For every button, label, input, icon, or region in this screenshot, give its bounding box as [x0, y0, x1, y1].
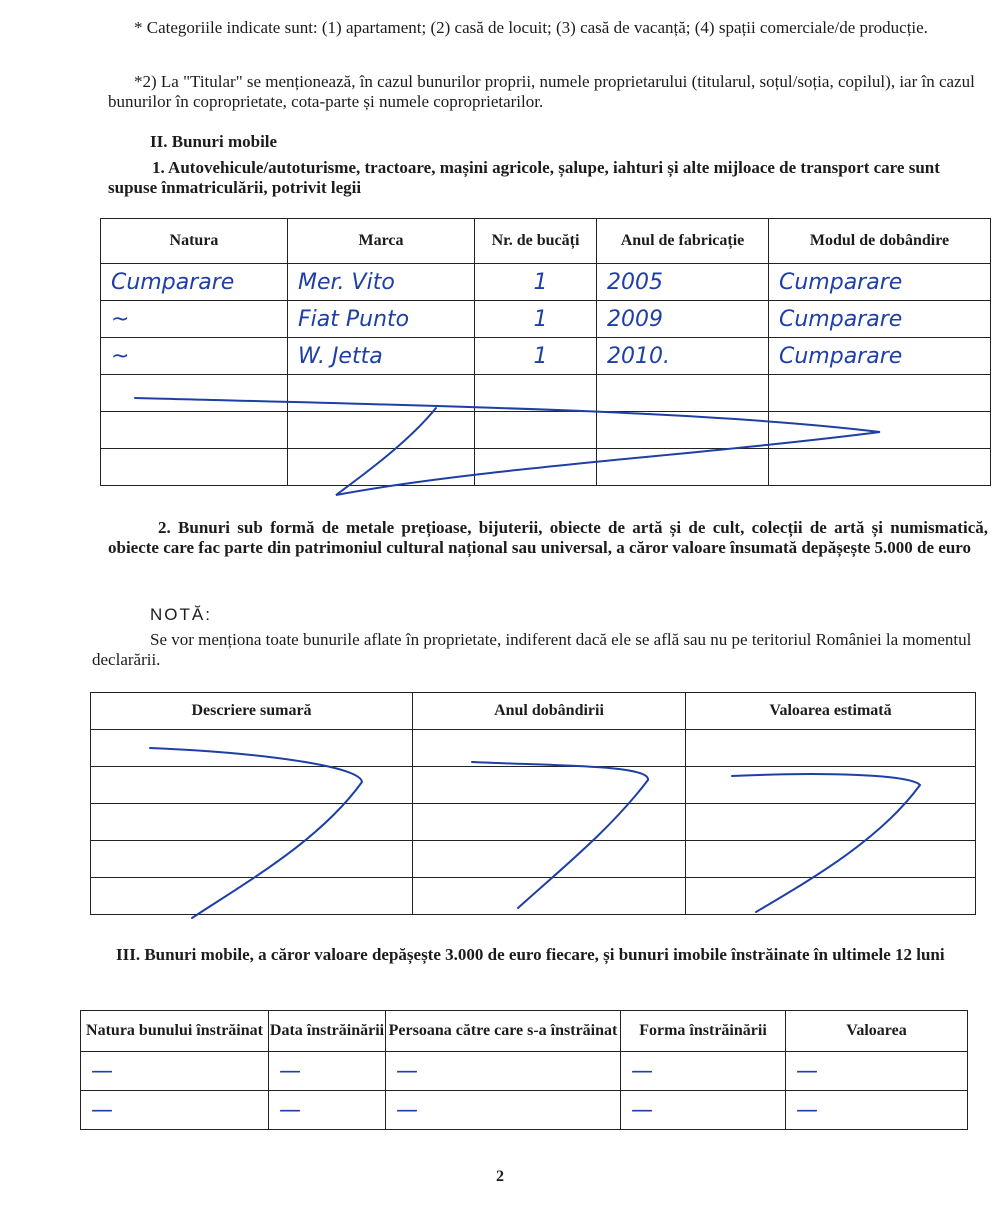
table-row [101, 264, 991, 301]
col-valoarea-estimata: Valoarea estimată [686, 693, 976, 730]
alienated-goods-table [80, 1010, 968, 1130]
cell-mod: Cumparare [769, 301, 991, 338]
col-valoarea: Valoarea [786, 1011, 968, 1052]
section-3-title: III. Bunuri mobile, a căror valoare depășește 3.000 de euro fiecare, și bunuri imobile înstrăinate în ultimele 12 luni [116, 945, 945, 964]
table-row [81, 1091, 968, 1130]
categories-footnote: * Categoriile indicate sunt: (1) apartament; (2) casă de locuit; (3) casă de vacanță; (4) spații comerciale/de producție. [134, 18, 928, 37]
cell: — [386, 1091, 621, 1130]
col-anul-dobandirii: Anul dobândirii [413, 693, 686, 730]
nota-text: Se vor menționa toate bunurile aflate în proprietate, indiferent dacă ele se află sau nu pe teritoriul României la momentul declarării. [92, 630, 972, 669]
cell-nr: 1 [475, 264, 597, 301]
col-natura: Natura [101, 219, 288, 264]
valuables-table [90, 692, 976, 915]
table-header-row [101, 219, 991, 264]
cell-marca: W. Jetta [288, 338, 475, 375]
titular-footnote: *2) La "Titular" se menționează, în cazul bunurilor proprii, numele proprietarului (titularul, soțul/soția, copilul), iar în cazul bunurilor în coproprietate, cota-parte și numele coproprietarilor. [108, 72, 975, 111]
col-data-instrainarii: Data înstrăinării [269, 1011, 386, 1052]
cell: — [786, 1052, 968, 1091]
cell-mod: Cumparare [769, 264, 991, 301]
cell: — [81, 1052, 269, 1091]
cell-marca: Fiat Punto [288, 301, 475, 338]
table-row [91, 730, 976, 767]
table-row [91, 804, 976, 841]
cell: — [269, 1052, 386, 1091]
col-descriere: Descriere sumară [91, 693, 413, 730]
table-row [101, 449, 991, 486]
col-natura-bunului: Natura bunului înstrăinat [81, 1011, 269, 1052]
cell: — [786, 1091, 968, 1130]
table-row [81, 1052, 968, 1091]
cell-an: 2009 [597, 301, 769, 338]
col-anul-fabricatie: Anul de fabricație [597, 219, 769, 264]
cell: — [621, 1091, 786, 1130]
nota-heading: NOTĂ: [150, 605, 212, 624]
cell-natura: ~ [101, 301, 288, 338]
cell-marca: Mer. Vito [288, 264, 475, 301]
cell-nr: 1 [475, 301, 597, 338]
cell: — [269, 1091, 386, 1130]
table-row [91, 878, 976, 915]
table-header-row [81, 1011, 968, 1052]
subsection-2-title: 2. Bunuri sub formă de metale prețioase, bijuterii, obiecte de artă și de cult, colecții de artă și numismatică, obiecte care fac parte din patrimoniul cultural național sau universal, a căror valoare însumată depășește 5.000 de euro [108, 518, 988, 557]
cell-an: 2010. [597, 338, 769, 375]
table-row [101, 338, 991, 375]
cell-mod: Cumparare [769, 338, 991, 375]
table-row [91, 767, 976, 804]
cell: — [81, 1091, 269, 1130]
cell-natura: ~ [101, 338, 288, 375]
table-header-row [91, 693, 976, 730]
page-number: 2 [496, 1168, 504, 1185]
vehicles-table [100, 218, 991, 486]
cell-nr: 1 [475, 338, 597, 375]
col-forma: Forma înstrăinării [621, 1011, 786, 1052]
table-row [101, 412, 991, 449]
cell-natura: Cumparare [101, 264, 288, 301]
subsection-1-title: 1. Autovehicule/autoturisme, tractoare, mașini agricole, șalupe, iahturi și alte mijloace de transport care sunt supuse înmatriculării, potrivit legii [108, 158, 940, 197]
col-persoana: Persoana către care s-a înstrăinat [386, 1011, 621, 1052]
table-row [91, 841, 976, 878]
col-modul-dobandire: Modul de dobândire [769, 219, 991, 264]
table-row [101, 301, 991, 338]
cell-an: 2005 [597, 264, 769, 301]
cell: — [621, 1052, 786, 1091]
col-marca: Marca [288, 219, 475, 264]
cell: — [386, 1052, 621, 1091]
col-nr-bucati: Nr. de bucăți [475, 219, 597, 264]
table-row [101, 375, 991, 412]
section-2-title: II. Bunuri mobile [150, 132, 278, 151]
